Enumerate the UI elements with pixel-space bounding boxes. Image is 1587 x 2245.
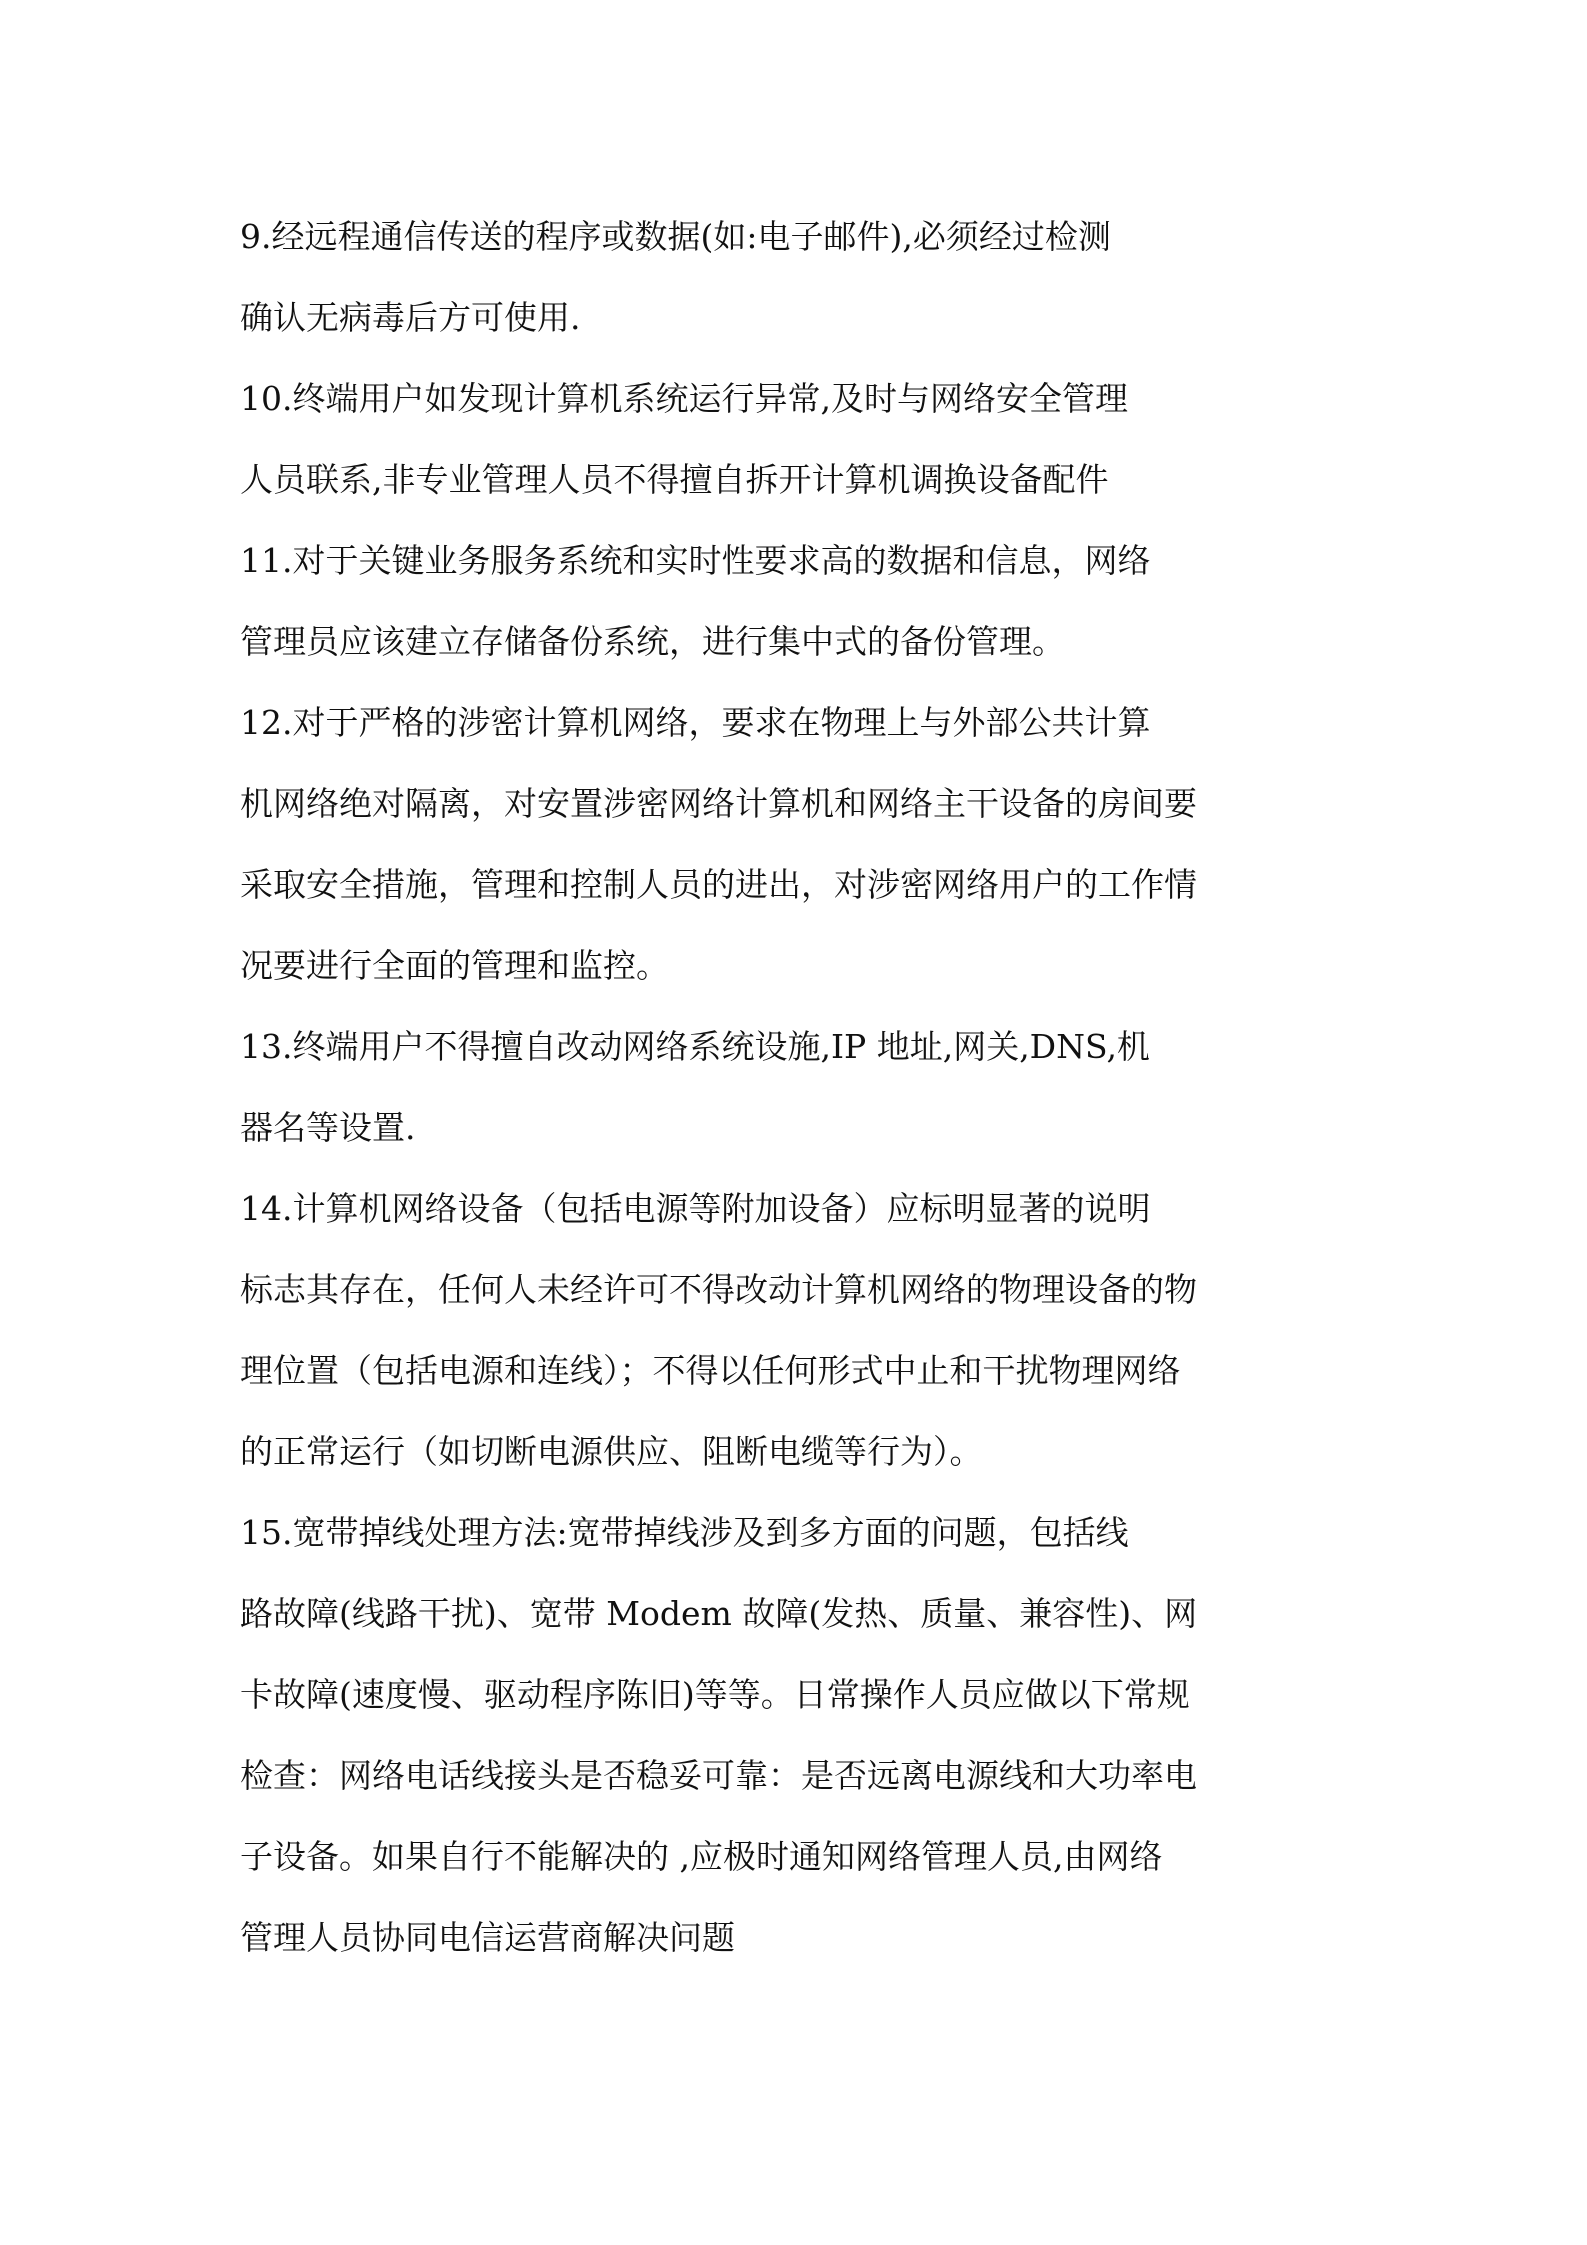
- text-line: 10.终端用户如发现计算机系统运行异常,及时与网络安全管理: [240, 379, 1128, 418]
- text-line: 管理员应该建立存储备份系统，进行集中式的备份管理。: [240, 622, 1065, 661]
- text-line: 况要进行全面的管理和监控。: [240, 946, 669, 985]
- text-line: 卡故障(速度慢、驱动程序陈旧)等等。日常操作人员应做以下常规: [240, 1675, 1190, 1714]
- text-line: 管理人员协同电信运营商解决问题: [240, 1918, 735, 1957]
- document-body: [240, 210, 1370, 1992]
- text-line: 13.终端用户不得擅自改动网络系统设施,IP 地址,网关,DNS,机: [240, 1027, 1150, 1066]
- text-line: 人员联系,非专业管理人员不得擅自拆开计算机调换设备配件: [240, 460, 1109, 499]
- text-line: 器名等设置.: [240, 1108, 416, 1147]
- text-line: 采取安全措施，管理和控制人员的进出，对涉密网络用户的工作情: [240, 865, 1197, 904]
- text-line: 15.宽带掉线处理方法:宽带掉线涉及到多方面的问题，包括线: [240, 1513, 1129, 1552]
- text-line: 的正常运行（如切断电源供应、阻断电缆等行为）。: [240, 1432, 983, 1471]
- text-line: 9.经远程通信传送的程序或数据(如:电子邮件),必须经过检测: [240, 217, 1111, 256]
- text-line: 理位置（包括电源和连线）；不得以任何形式中止和干扰物理网络: [240, 1351, 1181, 1390]
- text-line: 子设备。如果自行不能解决的 ,应极时通知网络管理人员,由网络: [240, 1837, 1163, 1876]
- text-line: 12.对于严格的涉密计算机网络，要求在物理上与外部公共计算: [240, 703, 1151, 742]
- text-line: 标志其存在，任何人未经许可不得改动计算机网络的物理设备的物: [240, 1270, 1197, 1309]
- text-line: 机网络绝对隔离，对安置涉密网络计算机和网络主干设备的房间要: [240, 784, 1197, 823]
- text-line: 检查：网络电话线接头是否稳妥可靠：是否远离电源线和大功率电: [240, 1756, 1197, 1795]
- text-line: 14.计算机网络设备（包括电源等附加设备）应标明显著的说明: [240, 1189, 1151, 1228]
- text-line: 11.对于关键业务服务系统和实时性要求高的数据和信息，网络: [240, 541, 1151, 580]
- text-line: 路故障(线路干扰)、宽带 Modem 故障(发热、质量、兼容性)、网: [240, 1594, 1198, 1633]
- text-line: 确认无病毒后方可使用.: [240, 298, 581, 337]
